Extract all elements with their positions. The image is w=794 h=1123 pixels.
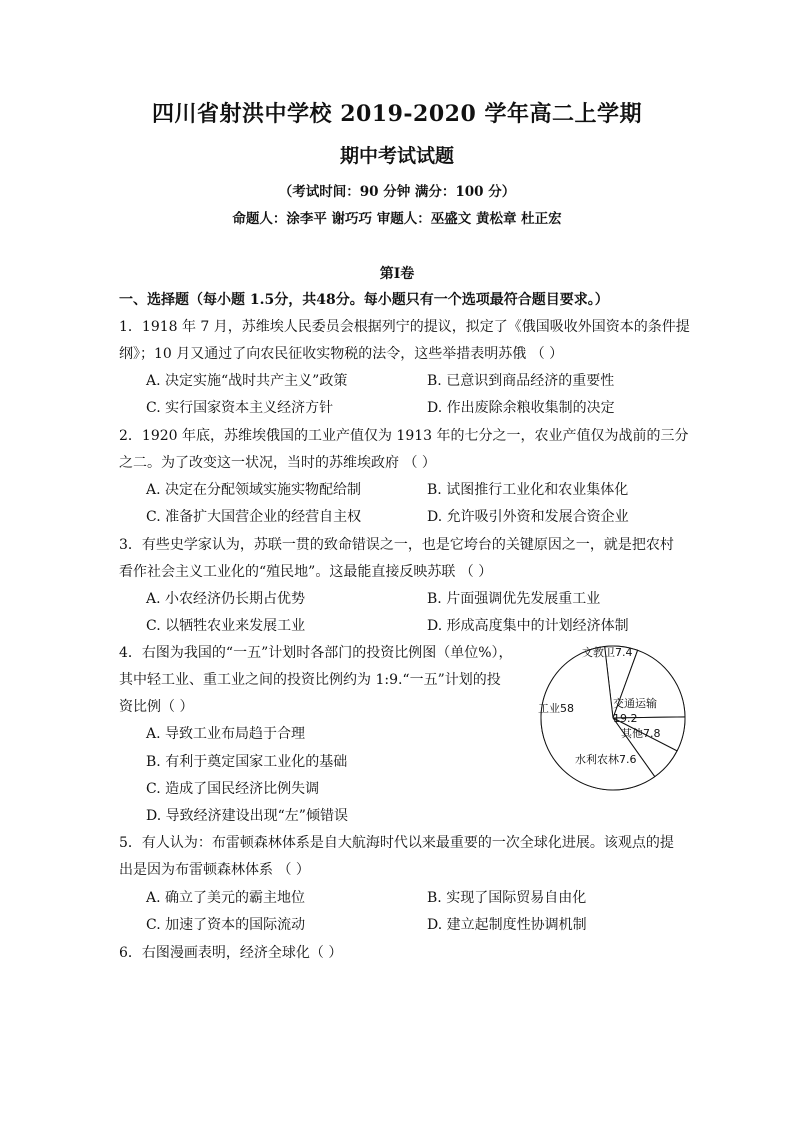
investment-pie-chart [525,640,700,795]
question-5-option-c: C. 加速了资本的国际流动 [146,917,306,933]
exam-info: （考试时间：90 分钟 满分：100 分） [278,184,516,200]
question-5-option-d: D. 建立起制度性协调机制 [427,917,587,933]
exam-subtitle: 期中考试试题 [339,145,454,167]
slice-label-other: 其他7.8 [621,727,661,740]
question-2-line-2: 之二。为了改变这一状况，当时的苏维埃政府 （ ） [119,455,436,471]
question-4-option-d: D. 导致经济建设出现“左”倾错误 [146,808,348,824]
question-2-option-b: B. 试图推行工业化和农业集体化 [427,482,629,498]
question-1-line-2: 纲》；10 月又通过了向农民征收实物税的法令，这些举措表明苏俄 （ ） [119,346,564,362]
question-2-option-d: D. 允许吸引外资和发展合资企业 [427,509,629,525]
question-2-line-1: 2．1920 年底，苏维埃俄国的工业产值仅为 1913 年的七分之一，农业产值仅为战前的三分 [119,428,689,444]
question-1-option-a: A. 决定实施“战时共产主义”政策 [146,373,348,389]
question-2-option-c: C. 准备扩大国营企业的经营自主权 [146,509,362,525]
question-1-option-b: B. 已意识到商品经济的重要性 [427,373,615,389]
slice-label-transport-name: 交通运输 [613,697,657,710]
question-1-option-d: D. 作出废除余粮收集制的决定 [427,400,615,416]
question-4-option-a: A. 导致工业布局趋于合理 [146,726,306,742]
question-2-option-a: A. 决定在分配领域实施实物配给制 [146,482,362,498]
question-1-option-c: C. 实行国家资本主义经济方针 [146,400,334,416]
question-4-option-c: C. 造成了国民经济比例失调 [146,781,320,797]
exam-title: 四川省射洪中学校 2019-2020 学年高二上学期 [152,101,642,127]
roll-label: 第Ⅰ卷 [379,266,415,282]
slice-label-transport-value: 19.2 [613,712,638,725]
question-4-line-2: 其中轻工业、重工业之间的投资比例约为 1:9.“一五”计划的投 [119,672,501,688]
question-4-line-1: 4．右图为我国的“一五”计划时各部门的投资比例图（单位%）， [119,645,513,661]
question-3-option-a: A. 小农经济仍长期占优势 [146,591,306,607]
question-5-option-b: B. 实现了国际贸易自由化 [427,890,587,906]
question-5-line-2: 出是因为布雷顿森林体系 （ ） [119,862,310,878]
question-6-line-1: 6．右图漫画表明，经济全球化（ ） [119,945,343,961]
question-3-line-2: 看作社会主义工业化的“殖民地”。这最能直接反映苏联 （ ） [119,564,493,580]
question-5-line-1: 5．有人认为：布雷顿森林体系是自大航海时代以来最重要的一次全球化进展。该观点的提 [119,835,674,851]
question-5-option-a: A. 确立了美元的霸主地位 [146,890,306,906]
slice-label-water: 水利农林7.6 [575,753,637,766]
question-1-line-1: 1．1918 年 7 月，苏维埃人民委员会根据列宁的提议，拟定了《俄国吸收外国资本的条件提 [119,319,690,335]
question-3-option-c: C. 以牺牲农业来发展工业 [146,618,306,634]
exam-authors: 命题人：涂李平 谢巧巧 审题人：巫盛文 黄松章 杜正宏 [232,211,562,227]
question-4-line-3: 资比例（ ） [119,699,194,715]
question-4-option-b: B. 有利于奠定国家工业化的基础 [146,754,348,770]
slice-label-culture: 文教卫7.4 [582,646,633,659]
slice-label-industry: 工业58 [538,702,574,715]
question-3-line-1: 3．有些史学家认为，苏联一贯的致命错误之一，也是它垮台的关键原因之一，就是把农村 [119,537,674,553]
section-heading: 一、选择题（每小题 1.5分，共48分。每小题只有一个选项最符合题目要求。） [119,292,609,308]
question-3-option-b: B. 片面强调优先发展重工业 [427,591,601,607]
question-3-option-d: D. 形成高度集中的计划经济体制 [427,618,629,634]
